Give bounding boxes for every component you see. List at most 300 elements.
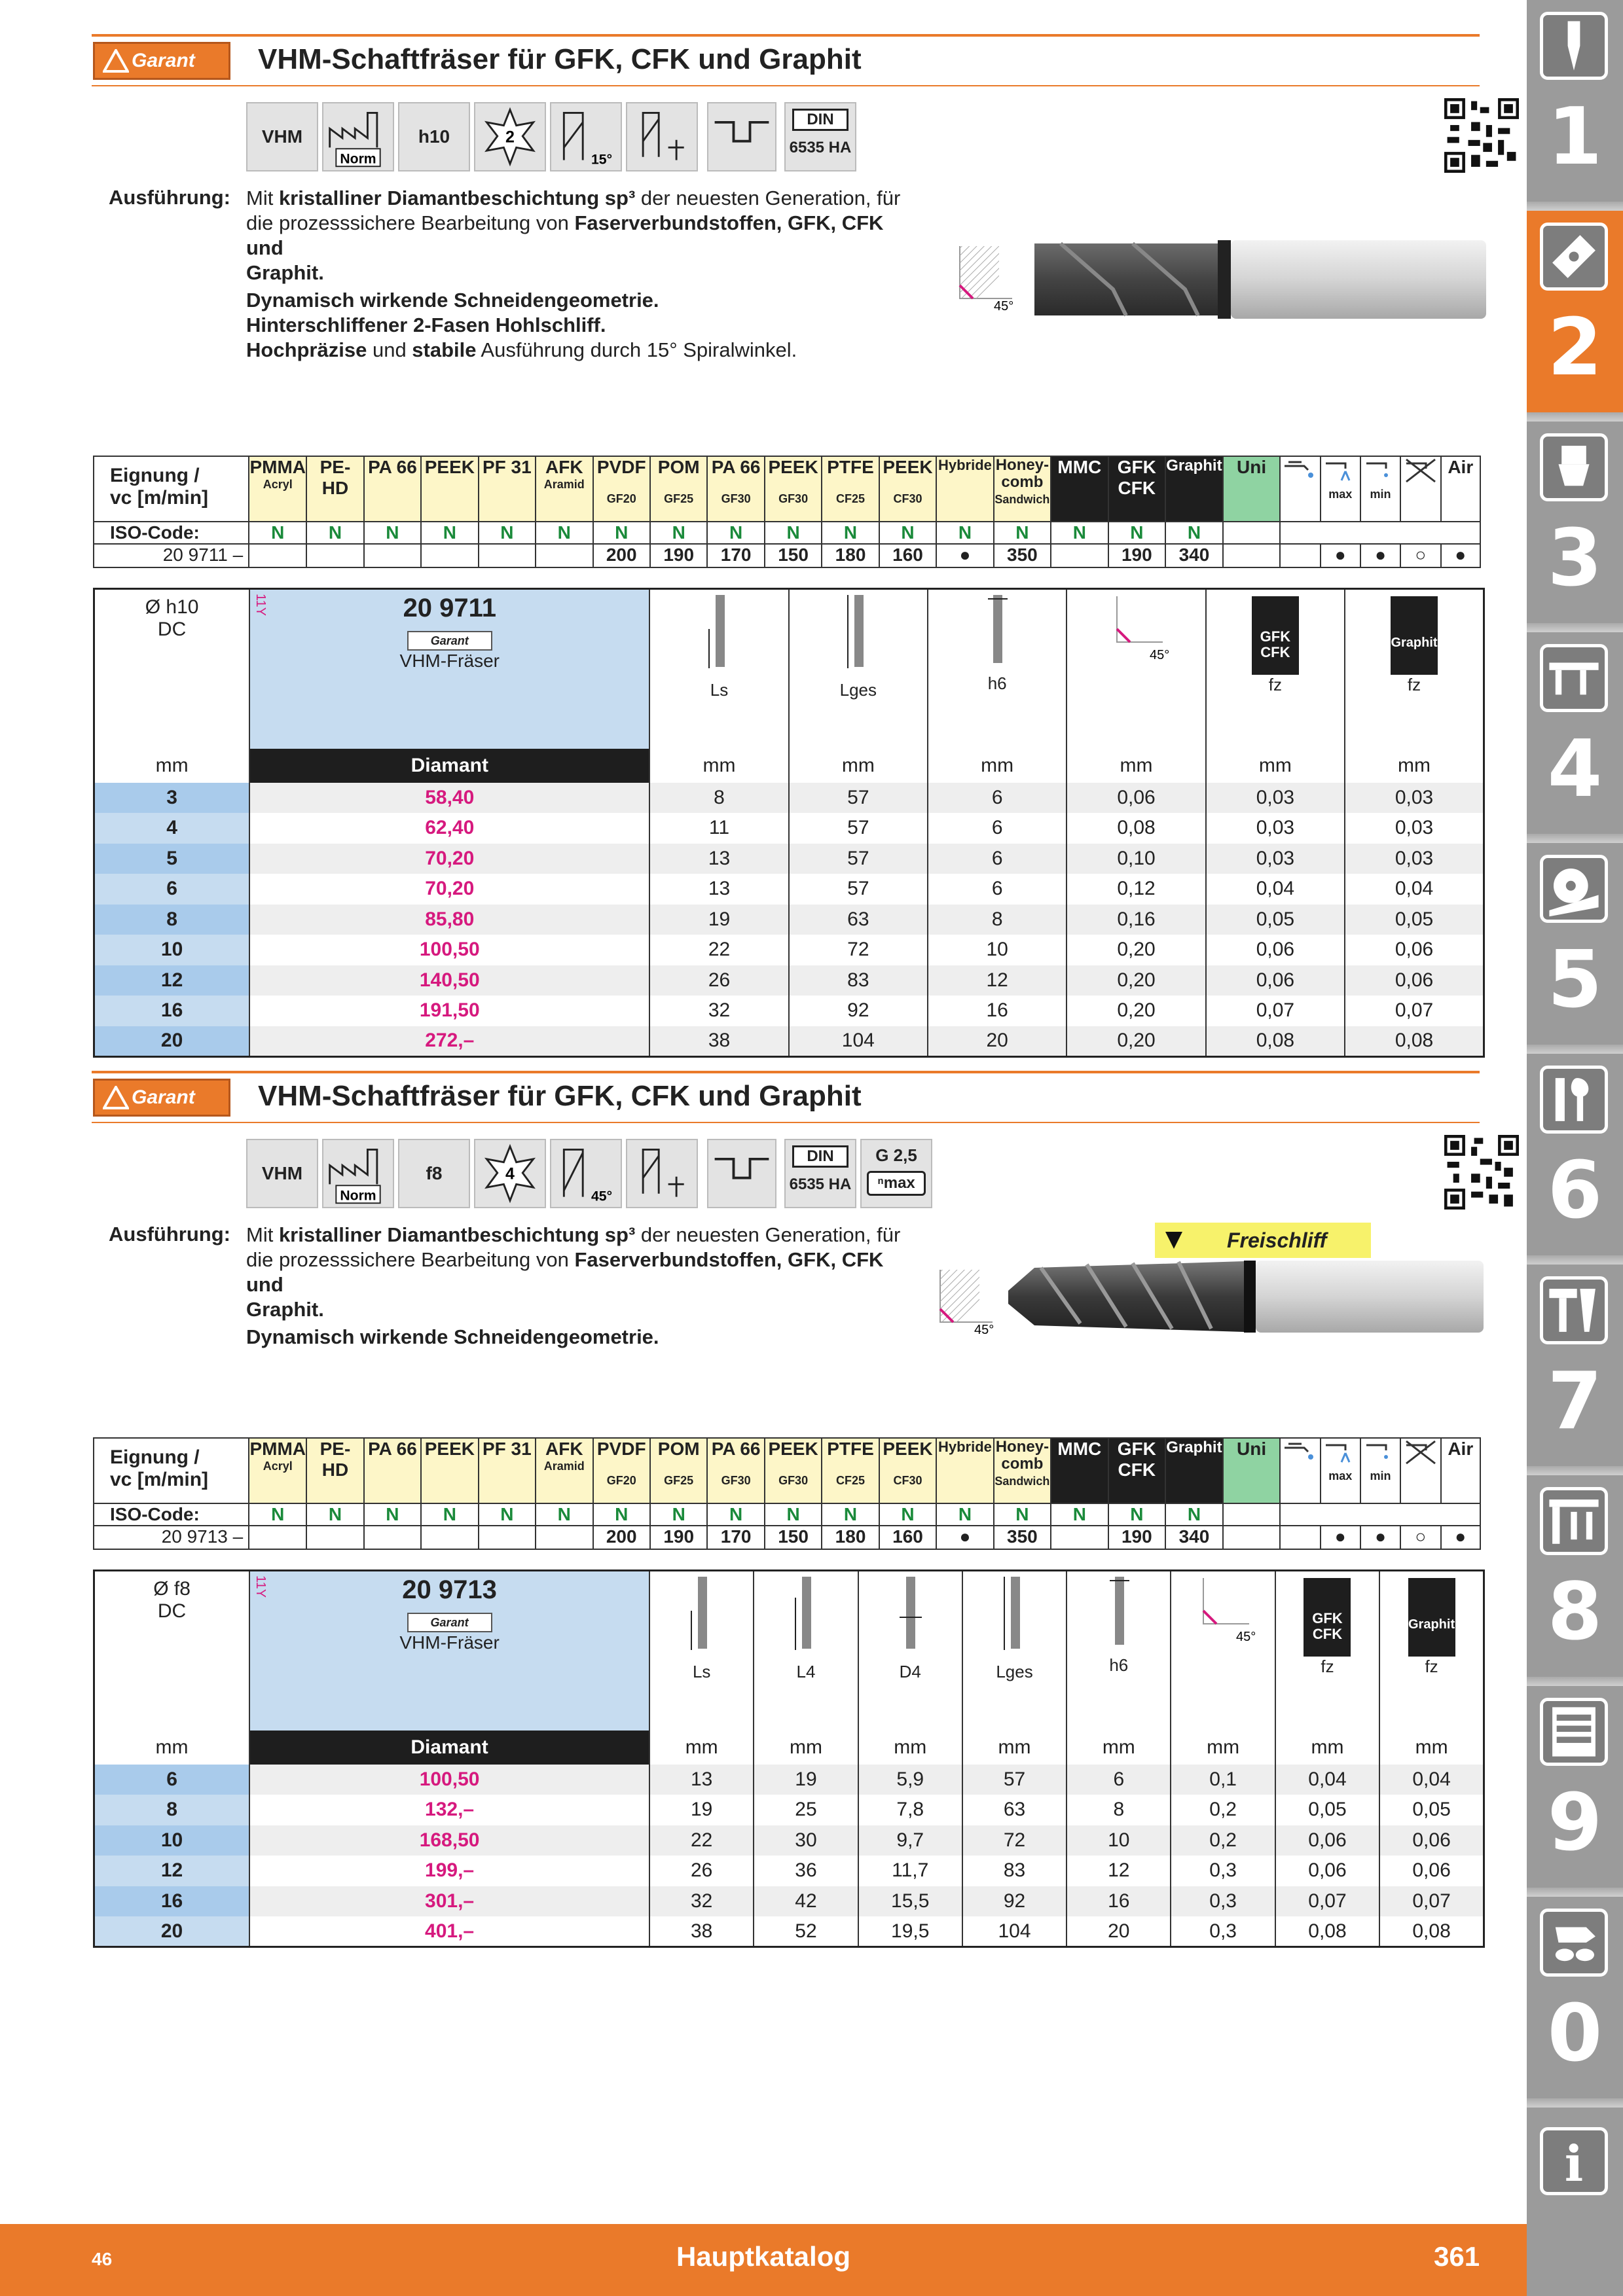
- svg-text:Norm: Norm: [340, 151, 376, 167]
- value-cell: 13: [649, 1765, 754, 1795]
- eignung-label: Eignung / vc [m/min]: [94, 456, 249, 522]
- material-col: PA 66 GF30: [707, 456, 764, 522]
- flute-count-icon: [474, 1139, 546, 1208]
- chapter-tab-2[interactable]: 2: [1527, 211, 1623, 422]
- value-cell: 0,06: [1275, 1825, 1379, 1856]
- coolant-min-icon: min: [1360, 1438, 1400, 1503]
- material-col: PEEK GF30: [765, 1438, 822, 1503]
- coolant-min-icon: min: [1360, 456, 1400, 522]
- value-cell: 26: [649, 1856, 754, 1886]
- diameter-cell: 4: [94, 813, 250, 844]
- value-cell: 10: [1067, 1825, 1171, 1856]
- chapter-tab-8[interactable]: 8: [1527, 1475, 1623, 1686]
- value-cell: 72: [962, 1825, 1067, 1856]
- table-row: [94, 1765, 1484, 1795]
- table-row: [94, 813, 1484, 844]
- vhm-fraeser-label: VHM-Fräser: [399, 1632, 500, 1653]
- tolerance-badge: h10: [398, 102, 470, 171]
- value-cell: 0,06: [1379, 1825, 1484, 1856]
- garant-mini-logo: Garant: [407, 631, 492, 651]
- value-cell: 0,3: [1171, 1916, 1275, 1947]
- material-col: PVDF GF20: [593, 456, 650, 522]
- col-l4: L4: [754, 1571, 858, 1731]
- iso-row: ISO-Code: N N N N N N N N N N N N N N N N N: [94, 522, 1480, 544]
- section-1-suitability-table: [93, 456, 1481, 568]
- material-col: PA 66: [364, 1438, 421, 1503]
- value-cell: 0,08: [1206, 1026, 1345, 1057]
- garant-logo: Garant: [93, 42, 230, 80]
- svg-text:15°: 15°: [591, 152, 613, 168]
- safety-goggles-icon: [1540, 1909, 1608, 1977]
- value-cell: 0,08: [1379, 1916, 1484, 1947]
- value-cell: 8: [649, 783, 788, 814]
- desc-line: Graphit.: [246, 261, 324, 284]
- price-cell: 401,–: [249, 1916, 649, 1947]
- chapter-tab-5[interactable]: 5: [1527, 843, 1623, 1054]
- desc-line: Mit kristalliner Diamantbeschichtung sp³ der neuesten Generation, für: [246, 1223, 901, 1246]
- desc-line: Dynamisch wirkende Schneidengeometrie.: [246, 289, 659, 312]
- material-col: POM GF25: [650, 1438, 707, 1503]
- section-1-rows: [94, 783, 1484, 1057]
- value-cell: 38: [649, 1026, 788, 1057]
- value-cell: 92: [789, 996, 928, 1026]
- length-l4-icon: [786, 1571, 826, 1657]
- footer: [0, 2224, 1527, 2296]
- value-cell: 10: [928, 935, 1067, 965]
- material-col: GFK CFK: [1108, 1438, 1165, 1503]
- price-cell: 199,–: [249, 1856, 649, 1886]
- helix-angle-icon: [550, 102, 622, 171]
- shank-shape-icon: [707, 1139, 776, 1208]
- section-2-data-table: [93, 1570, 1485, 1948]
- value-cell: 0,06: [1345, 935, 1484, 965]
- col-fz-graphit: Graphit fz: [1379, 1571, 1484, 1731]
- material-col: PF 31: [479, 456, 536, 522]
- article-number: 20 9711: [403, 594, 496, 622]
- col-fz-gfk: GFK CFK fz: [1275, 1571, 1379, 1731]
- section-2-description: [246, 1223, 914, 1350]
- value-cell: 0,04: [1345, 874, 1484, 905]
- value-cell: 11: [649, 813, 788, 844]
- value-cell: 0,20: [1067, 1026, 1205, 1057]
- table-row: [94, 1886, 1484, 1917]
- data-header-row: [94, 589, 1484, 749]
- wrench-icon: [1540, 1066, 1608, 1134]
- material-header-row: [94, 456, 1480, 522]
- section-1-data-table: [93, 588, 1485, 1058]
- diameter-cell: 16: [94, 996, 250, 1026]
- table-row: [94, 905, 1484, 935]
- chapter-tab-1[interactable]: 1: [1527, 0, 1623, 211]
- svg-text:45°: 45°: [591, 1189, 613, 1204]
- col-h6: h6: [1067, 1571, 1171, 1731]
- material-col: Hybride: [936, 456, 993, 522]
- value-cell: 57: [789, 874, 928, 905]
- price-cell: 58,40: [249, 783, 649, 814]
- value-cell: 104: [962, 1916, 1067, 1947]
- diameter-cell: 12: [94, 1856, 250, 1886]
- chapter-tab-3[interactable]: 3: [1527, 422, 1623, 632]
- value-cell: 16: [928, 996, 1067, 1026]
- price-cell: 85,80: [249, 905, 649, 935]
- value-cell: 0,07: [1379, 1886, 1484, 1917]
- vc-row: 20 9711 – 200 190 170 150 180 160 ● 350 190 340 ● ● ○ ●: [94, 544, 1480, 567]
- diameter-cell: 20: [94, 1026, 250, 1057]
- value-cell: 0,06: [1206, 965, 1345, 996]
- value-cell: 9,7: [858, 1825, 962, 1856]
- arrow-down-icon: [1164, 1230, 1184, 1250]
- material-col: Hybride: [936, 1438, 993, 1503]
- desc-line: Mit kristalliner Diamantbeschichtung sp³ der neuesten Generation, für: [246, 187, 901, 209]
- value-cell: 13: [649, 844, 788, 874]
- vhm-badge: VHM: [246, 102, 318, 171]
- value-cell: 6: [928, 874, 1067, 905]
- value-cell: 19,5: [858, 1916, 962, 1947]
- desc-line: Dynamisch wirkende Schneidengeometrie.: [246, 1325, 659, 1348]
- footer-title: Hauptkatalog: [676, 2241, 851, 2272]
- din-badge: DIN 6535 HA: [784, 1139, 856, 1208]
- length-ls-icon: [682, 1571, 721, 1657]
- price-cell: 132,–: [249, 1795, 649, 1825]
- material-col: Uni: [1223, 456, 1280, 522]
- diameter-cell: 8: [94, 1795, 250, 1825]
- price-cell: 100,50: [249, 1765, 649, 1795]
- col-lges: Lges: [962, 1571, 1067, 1731]
- material-col: Graphit: [1165, 456, 1223, 522]
- chamfer-45-icon: [953, 240, 1016, 312]
- price-cell: 70,20: [249, 874, 649, 905]
- value-cell: 0,07: [1275, 1886, 1379, 1917]
- coolant-emulsion-icon: [1280, 456, 1320, 522]
- value-cell: 0,08: [1275, 1916, 1379, 1947]
- coolant-max-icon: max: [1321, 456, 1360, 522]
- desc-line: die prozesssichere Bearbeitung von Faserverbundstoffen, GFK, CFK und: [246, 1248, 884, 1296]
- section-1-title: VHM-Schaftfräser für GFK, CFK und Graphit: [258, 43, 862, 75]
- value-cell: 6: [928, 813, 1067, 844]
- material-col: PTFE CF25: [822, 1438, 879, 1503]
- eignung-label: Eignung / vc [m/min]: [94, 1438, 249, 1503]
- material-col: AFK Aramid: [536, 456, 593, 522]
- value-cell: 0,05: [1206, 905, 1345, 935]
- section-1-top-rule: [92, 34, 1480, 37]
- qr-code-icon: [1444, 98, 1519, 173]
- chapter-tab-0[interactable]: 0: [1527, 1897, 1623, 2108]
- diameter-d4-icon: [890, 1571, 930, 1657]
- cabinet-icon: [1540, 1698, 1608, 1766]
- material-col: PTFE CF25: [822, 456, 879, 522]
- value-cell: 0,04: [1379, 1765, 1484, 1795]
- value-cell: 0,03: [1345, 813, 1484, 844]
- col-chamfer: [1171, 1571, 1275, 1731]
- chamfer-icon: [1190, 1571, 1256, 1643]
- chapter-tab-9[interactable]: 9: [1527, 1686, 1623, 1897]
- col-ls: Ls: [649, 589, 788, 749]
- coolant-air: Air: [1441, 456, 1480, 522]
- iso-row: ISO-Code: N N N N N N N N N N N N N N N N N: [94, 1503, 1480, 1526]
- garant-mini-logo: Garant: [407, 1613, 492, 1632]
- material-col: PMMA Acryl: [249, 1438, 306, 1503]
- value-cell: 36: [754, 1856, 858, 1886]
- chapter-tabs: [1527, 0, 1623, 2296]
- balance-grade-badge: G 2,5 ⁿmax: [860, 1139, 932, 1208]
- chapter-tab-6[interactable]: 6: [1527, 1054, 1623, 1265]
- value-cell: 8: [1067, 1795, 1171, 1825]
- col-fz-gfk: GFK CFK fz: [1206, 589, 1345, 749]
- saw-blade-icon: [1540, 855, 1608, 923]
- article-header: 11Y 20 9711 Garant VHM-Fräser: [249, 589, 649, 749]
- value-cell: 0,08: [1345, 1026, 1484, 1057]
- table-row: [94, 874, 1484, 905]
- material-col: PEEK GF30: [765, 456, 822, 522]
- diameter-cell: 5: [94, 844, 250, 874]
- material-col: Honey-comb Sandwich: [994, 1438, 1051, 1503]
- table-row: [94, 935, 1484, 965]
- drill-icon: [1540, 12, 1608, 80]
- value-cell: 83: [789, 965, 928, 996]
- value-cell: 22: [649, 935, 788, 965]
- chamfer-icon: [1104, 590, 1169, 662]
- value-cell: 57: [789, 813, 928, 844]
- end-mill-image: [1034, 237, 1493, 322]
- price-cell: 168,50: [249, 1825, 649, 1856]
- hammer-pliers-icon: [1540, 1276, 1608, 1344]
- value-cell: 42: [754, 1886, 858, 1917]
- value-cell: 0,12: [1067, 874, 1205, 905]
- svg-text:45°: 45°: [974, 1323, 994, 1335]
- value-cell: 16: [1067, 1886, 1171, 1917]
- tool-holder-icon: [1540, 433, 1608, 501]
- value-cell: 0,06: [1379, 1856, 1484, 1886]
- price-cell: 70,20: [249, 844, 649, 874]
- coolant-max-icon: max: [1321, 1438, 1360, 1503]
- diameter-cell: 6: [94, 874, 250, 905]
- section-2-rule: [92, 1122, 1480, 1123]
- diameter-cell: 3: [94, 783, 250, 814]
- tolerance-badge: f8: [398, 1139, 470, 1208]
- desc-line: die prozesssichere Bearbeitung von Faserverbundstoffen, GFK, CFK und: [246, 211, 884, 259]
- data-header-row: [94, 1571, 1484, 1731]
- article-number: 20 9713: [402, 1575, 497, 1604]
- material-header-row: [94, 1438, 1480, 1503]
- coolant-air: Air: [1441, 1438, 1480, 1503]
- coolant-dry-icon: [1400, 1438, 1440, 1503]
- section-1-rule: [92, 85, 1480, 86]
- table-row: [94, 844, 1484, 874]
- value-cell: 12: [928, 965, 1067, 996]
- material-col: PMMA Acryl: [249, 456, 306, 522]
- value-cell: 57: [789, 783, 928, 814]
- desc-line: Graphit.: [246, 1298, 324, 1321]
- footer-page-left: 46: [92, 2249, 113, 2269]
- price-cell: 272,–: [249, 1026, 649, 1057]
- value-cell: 104: [789, 1026, 928, 1057]
- material-col: AFK Aramid: [536, 1438, 593, 1503]
- col-lges: Lges: [789, 589, 928, 749]
- value-cell: 0,08: [1067, 813, 1205, 844]
- plunge-cut-icon: [626, 102, 698, 171]
- value-cell: 92: [962, 1886, 1067, 1917]
- value-cell: 83: [962, 1856, 1067, 1886]
- garant-logo: Garant: [93, 1079, 230, 1117]
- insert-icon: [1540, 223, 1608, 291]
- value-cell: 19: [649, 1795, 754, 1825]
- chapter-tab-4[interactable]: 4: [1527, 632, 1623, 843]
- chapter-tab-info[interactable]: [1527, 2108, 1623, 2224]
- footer-page-right: 361: [1434, 2241, 1480, 2272]
- price-cell: 62,40: [249, 813, 649, 844]
- table-row: [94, 965, 1484, 996]
- material-col: PEEK CF30: [879, 1438, 936, 1503]
- value-cell: 0,05: [1275, 1795, 1379, 1825]
- value-cell: 0,2: [1171, 1825, 1275, 1856]
- material-col: PA 66 GF30: [707, 1438, 764, 1503]
- garant-logo-icon: [103, 49, 129, 73]
- value-cell: 0,06: [1067, 783, 1205, 814]
- info-icon: [1540, 2127, 1608, 2195]
- value-cell: 72: [789, 935, 928, 965]
- value-cell: 7,8: [858, 1795, 962, 1825]
- flute-count-icon: [474, 102, 546, 171]
- table-row: [94, 1856, 1484, 1886]
- value-cell: 11,7: [858, 1856, 962, 1886]
- value-cell: 13: [649, 874, 788, 905]
- value-cell: 0,05: [1345, 905, 1484, 935]
- norm-factory-icon: [322, 1139, 394, 1208]
- value-cell: 63: [789, 905, 928, 935]
- value-cell: 0,1: [1171, 1765, 1275, 1795]
- value-cell: 0,03: [1206, 813, 1345, 844]
- price-cell: 301,–: [249, 1886, 649, 1917]
- value-cell: 0,16: [1067, 905, 1205, 935]
- value-cell: 0,3: [1171, 1856, 1275, 1886]
- value-cell: 0,07: [1206, 996, 1345, 1026]
- diameter-cell: 20: [94, 1916, 250, 1947]
- value-cell: 0,03: [1345, 844, 1484, 874]
- value-cell: 5,9: [858, 1765, 962, 1795]
- material-col: PE-HD: [306, 456, 363, 522]
- value-cell: 19: [649, 905, 788, 935]
- section-2-title: VHM-Schaftfräser für GFK, CFK und Graphit: [258, 1080, 862, 1112]
- value-cell: 15,5: [858, 1886, 962, 1917]
- section-1-ausfuehrung-label: Ausführung:: [109, 186, 230, 209]
- svg-text:i: i: [1564, 2134, 1584, 2192]
- value-cell: 0,05: [1379, 1795, 1484, 1825]
- value-cell: 38: [649, 1916, 754, 1947]
- unit-row: mm Diamant mm mm mm mm mm mm: [94, 749, 1484, 783]
- material-col: PF 31: [479, 1438, 536, 1503]
- price-cell: 100,50: [249, 935, 649, 965]
- svg-text:45°: 45°: [994, 299, 1014, 312]
- section-2-top-rule: [92, 1071, 1480, 1073]
- value-cell: 0,20: [1067, 935, 1205, 965]
- svg-text:45°: 45°: [1236, 1630, 1256, 1643]
- material-col: PEEK: [421, 1438, 478, 1503]
- dc-header: Ø h10 DC: [94, 589, 250, 749]
- chapter-tab-7[interactable]: 7: [1527, 1265, 1623, 1475]
- value-cell: 0,06: [1345, 965, 1484, 996]
- value-cell: 30: [754, 1825, 858, 1856]
- value-cell: 26: [649, 965, 788, 996]
- article-header: 11Y 20 9713 Garant VHM-Fräser: [249, 1571, 649, 1731]
- material-col: PVDF GF20: [593, 1438, 650, 1503]
- value-cell: 0,10: [1067, 844, 1205, 874]
- value-cell: 0,20: [1067, 965, 1205, 996]
- value-cell: 63: [962, 1795, 1067, 1825]
- shank-h6-icon: [977, 590, 1017, 668]
- diameter-cell: 12: [94, 965, 250, 996]
- col-chamfer: [1067, 589, 1205, 749]
- value-cell: 0,04: [1275, 1765, 1379, 1795]
- svg-text:Norm: Norm: [340, 1188, 376, 1204]
- value-cell: 8: [928, 905, 1067, 935]
- price-cell: 140,50: [249, 965, 649, 996]
- value-cell: 0,07: [1345, 996, 1484, 1026]
- coolant-dry-icon: [1400, 456, 1440, 522]
- diameter-cell: 10: [94, 1825, 250, 1856]
- diameter-cell: 8: [94, 905, 250, 935]
- section-2-rows: [94, 1765, 1484, 1947]
- material-col: PA 66: [364, 456, 421, 522]
- value-cell: 57: [789, 844, 928, 874]
- value-cell: 52: [754, 1916, 858, 1947]
- material-col: Honey-comb Sandwich: [994, 456, 1051, 522]
- table-row: [94, 783, 1484, 814]
- coolant-emulsion-icon: [1280, 1438, 1320, 1503]
- material-col: Uni: [1223, 1438, 1280, 1503]
- norm-factory-icon: [322, 102, 394, 171]
- value-cell: 25: [754, 1795, 858, 1825]
- qr-code-icon: [1444, 1135, 1519, 1210]
- dc-header: Ø f8 DC: [94, 1571, 250, 1731]
- value-cell: 20: [928, 1026, 1067, 1057]
- col-ls: Ls: [649, 1571, 754, 1731]
- col-d4: D4: [858, 1571, 962, 1731]
- value-cell: 12: [1067, 1856, 1171, 1886]
- material-col: PEEK CF30: [879, 456, 936, 522]
- section-2-ausfuehrung-label: Ausführung:: [109, 1223, 230, 1246]
- section-2-suitability-table: [93, 1437, 1481, 1550]
- workshop-icon: [1540, 1487, 1608, 1555]
- value-cell: 0,2: [1171, 1795, 1275, 1825]
- vhm-fraeser-label: VHM-Fräser: [399, 651, 500, 671]
- value-cell: 0,04: [1206, 874, 1345, 905]
- table-row: [94, 996, 1484, 1026]
- helix-angle-icon: [550, 1139, 622, 1208]
- desc-line: Hinterschliffener 2-Fasen Hohlschliff.: [246, 314, 606, 336]
- value-cell: 0,06: [1275, 1856, 1379, 1886]
- svg-text:4: 4: [505, 1164, 515, 1183]
- value-cell: 20: [1067, 1916, 1171, 1947]
- unit-row: mm Diamant mm mm mm mm mm mm mm mm: [94, 1731, 1484, 1765]
- value-cell: 57: [962, 1765, 1067, 1795]
- table-row: [94, 1825, 1484, 1856]
- freischliff-label: Freischliff: [1155, 1223, 1371, 1258]
- length-total-icon: [839, 590, 878, 675]
- material-col: PEEK: [421, 456, 478, 522]
- chamfer-45-icon: [934, 1263, 996, 1335]
- value-cell: 22: [649, 1825, 754, 1856]
- value-cell: 32: [649, 1886, 754, 1917]
- price-cell: 191,50: [249, 996, 649, 1026]
- value-cell: 0,06: [1206, 935, 1345, 965]
- length-ls-icon: [700, 590, 739, 675]
- col-fz-graphit: Graphit fz: [1345, 589, 1484, 749]
- value-cell: 6: [928, 783, 1067, 814]
- material-col: MMC: [1051, 456, 1108, 522]
- diameter-cell: 10: [94, 935, 250, 965]
- material-col: Graphit: [1165, 1438, 1223, 1503]
- shank-h6-icon: [1099, 1571, 1139, 1650]
